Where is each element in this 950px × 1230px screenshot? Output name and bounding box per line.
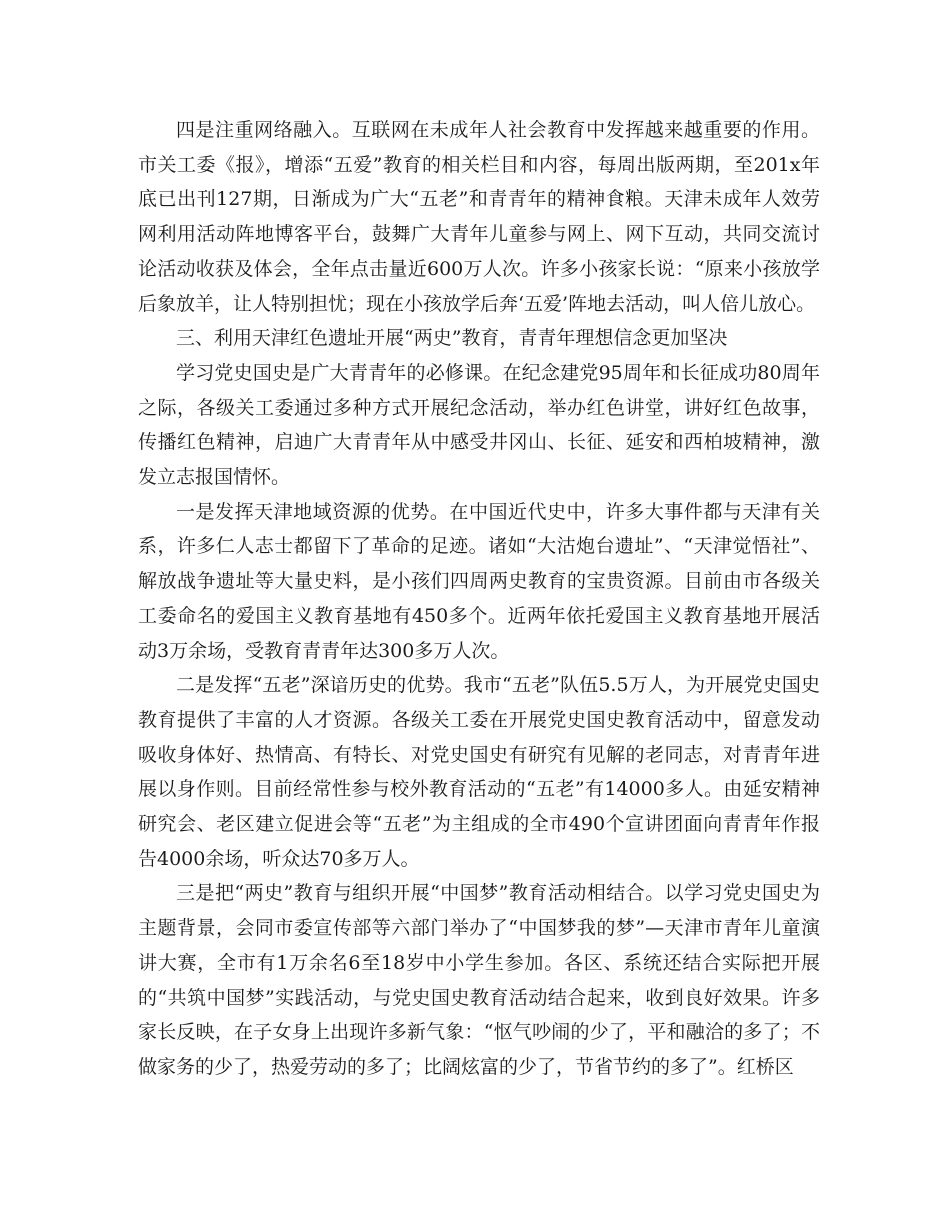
paragraph-china-dream: 三是把“两史”教育与组织开展“中国梦”教育活动相结合。以学习党史国史为主题背景，会同市委宣传部等六部门举办了“中国梦我的梦”—天津市青年儿童演讲大赛，全市有1万余名6至18岁中小学生参加。各区、系统还结合实际把开展的“共筑中国梦”实践活动，与党史国史教育活动结合起来，收到良好效果。许多家长反映，在子女身上出现许多新气象：“怄气吵闹的少了，平和融洽的多了；不做家务的少了，热爱劳动的多了；比阔炫富的少了，节省节约的多了”。红桥区	[138, 882, 820, 1078]
paragraph-internet-integration: 四是注重网络融入。互联网在未成年人社会教育中发挥越来越重要的作用。市关工委《报》，增添“五爱”教育的相关栏目和内容，每周出版两期，至201x年底已出刊127期，日渐成为广大“五老”和青青年的精神食粮。天津未成年人效劳网利用活动阵地博客平台，鼓舞广大青年儿童参与网上、网下互动，共同交流讨论活动收获及体会，全年点击量近600万人次。许多小孩家长说：“原来小孩放学后象放羊，让人特别担忧；现在小孩放学后奔‘五爱’阵地去活动，叫人倍儿放心。	[138, 119, 820, 315]
paragraph-regional-resources: 一是发挥天津地域资源的优势。在中国近代史中，许多大事件都与天津有关系，许多仁人志士都留下了革命的足迹。诸如“大沽炮台遗址”、“天津觉悟社”、解放战争遗址等大量史料，是小孩们四周两史教育的宝贵资源。目前由市各级关工委命名的爱国主义教育基地有450多个。近两年依托爱国主义教育基地开展活动3万余场，受教育青青年达300多万人次。	[138, 500, 820, 662]
section-heading-three: 三、利用天津红色遗址开展“两史”教育，青青年理想信念更加坚决	[176, 327, 728, 350]
paragraph-five-elders: 二是发挥“五老”深谙历史的优势。我市“五老”队伍5.5万人，为开展党史国史教育提供了丰富的人才资源。各级关工委在开展党史国史教育活动中，留意发动吸收身体好、热情高、有特长、对党史国史有研究有见解的老同志，对青青年进展以身作则。目前经常性参与校外教育活动的“五老”有14000多人。由延安精神研究会、老区建立促进会等“五老”为主组成的全市490个宣讲团面向青青年作报告4000余场，听众达70多万人。	[138, 674, 820, 870]
document-body	[138, 113, 820, 1085]
paragraph-history-study: 学习党史国史是广大青青年的必修课。在纪念建党95周年和长征成功80周年之际，各级关工委通过多种方式开展纪念活动，举办红色讲堂，讲好红色故事，传播红色精神，启迪广大青青年从中感受井冈山、长征、延安和西柏坡精神，激发立志报国情怀。	[138, 361, 820, 489]
